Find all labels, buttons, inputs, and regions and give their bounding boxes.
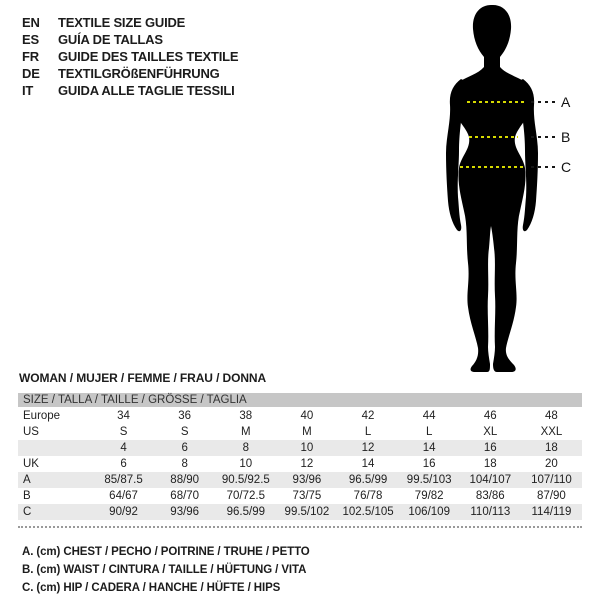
table-cell: 6	[181, 442, 188, 454]
table-cell: 36	[178, 410, 192, 422]
table-cell: 93/96	[292, 474, 322, 486]
table-cell: 12	[300, 458, 314, 470]
table-cell: 110/113	[470, 506, 511, 518]
table-cell: 107/110	[531, 474, 572, 486]
language-title: GUÍA DE TALLAS	[58, 32, 163, 47]
table-cell: M	[302, 426, 312, 438]
language-code: FR	[22, 49, 39, 64]
row-label: C	[23, 506, 32, 518]
table-cell: 83/86	[475, 490, 505, 502]
chest-label: A	[561, 94, 571, 110]
language-row-de	[22, 66, 220, 81]
table-row	[18, 488, 582, 504]
table-row	[18, 440, 582, 456]
section-title: WOMAN / MUJER / FEMME / FRAU / DONNA	[19, 371, 267, 385]
table-cell: M	[241, 426, 251, 438]
table-cell: 16	[483, 442, 497, 454]
language-code: DE	[22, 66, 40, 81]
table-row	[18, 408, 582, 424]
table-cell: 106/109	[408, 506, 450, 518]
language-row-es	[22, 32, 163, 47]
table-cell: L	[425, 426, 433, 438]
language-title: GUIDA ALLE TAGLIE TESSILI	[58, 83, 235, 98]
table-cell: 64/67	[109, 490, 138, 502]
table-cell: XL	[483, 426, 498, 438]
hip-connector-line	[531, 166, 558, 168]
table-cell: 12	[361, 442, 375, 454]
table-cell: 8	[242, 442, 250, 454]
language-code: IT	[22, 83, 34, 98]
table-cell: 76/78	[353, 490, 383, 502]
table-cell: 42	[361, 410, 375, 422]
row-label: A	[23, 474, 31, 486]
language-title: TEXTILGRÖßENFÜHRUNG	[58, 66, 220, 81]
legend-hip: C. (cm) HIP / CADERA / HANCHE / HÜFTE / HIPS	[22, 582, 281, 594]
table-cell: 87/90	[537, 490, 566, 502]
table-cell: 99.5/102	[284, 506, 330, 518]
row-label: UK	[23, 458, 39, 470]
size-table-header: SIZE / TALLA / TAILLE / GRÖSSE / TAGLIA	[18, 393, 582, 408]
language-title: TEXTILE SIZE GUIDE	[58, 15, 186, 30]
table-cell: 6	[120, 458, 127, 470]
row-label: Europe	[23, 410, 61, 422]
table-cell: 114/119	[531, 506, 572, 518]
table-cell: 90/92	[109, 506, 138, 518]
chest-connector-line	[531, 101, 558, 103]
language-code: ES	[22, 32, 39, 47]
table-cell: 48	[545, 410, 558, 422]
hip-label: C	[561, 159, 572, 175]
woman-silhouette-figure	[425, 0, 575, 380]
table-cell: 16	[422, 458, 436, 470]
table-cell: XXL	[540, 426, 563, 438]
table-cell: 14	[422, 442, 436, 454]
size-table	[18, 393, 582, 520]
table-cell: 88/90	[170, 474, 200, 486]
waist-label: B	[561, 129, 571, 145]
table-cell: L	[364, 426, 372, 438]
table-row	[18, 456, 582, 472]
table-cell: 20	[545, 458, 558, 470]
table-cell: 68/70	[170, 490, 200, 502]
table-cell: 34	[117, 410, 130, 422]
table-cell: 73/75	[292, 490, 322, 502]
table-cell: 93/96	[170, 506, 200, 518]
table-cell: 18	[545, 442, 558, 454]
table-row	[18, 424, 582, 440]
table-cell: 90.5/92.5	[221, 474, 270, 486]
table-cell: 10	[239, 458, 253, 470]
table-cell: 40	[300, 410, 314, 422]
table-cell: 38	[239, 410, 253, 422]
waist-dashed-line	[469, 136, 518, 138]
table-cell: 85/87.5	[104, 474, 143, 486]
hip-dashed-line	[460, 166, 523, 168]
table-row	[18, 472, 582, 488]
row-label	[18, 440, 93, 456]
language-row-en	[22, 15, 185, 30]
table-bottom-separator	[18, 526, 582, 528]
table-cell: 96.5/99	[226, 506, 265, 518]
size-table-body	[18, 408, 582, 520]
row-label: B	[23, 490, 31, 502]
table-cell: 10	[300, 442, 314, 454]
table-cell: 79/82	[414, 490, 444, 502]
table-cell: 104/107	[469, 474, 512, 486]
table-cell: 4	[120, 442, 127, 454]
table-cell: 14	[361, 458, 375, 470]
waist-connector-line	[531, 136, 558, 138]
table-cell: 18	[483, 458, 497, 470]
language-title: GUIDE DES TAILLES TEXTILE	[58, 49, 239, 64]
language-row-fr	[22, 49, 238, 64]
table-cell: S	[180, 426, 189, 438]
table-cell: 99.5/103	[406, 474, 452, 486]
language-code: EN	[22, 15, 40, 30]
table-cell: 102.5/105	[342, 506, 394, 518]
legend-waist: B. (cm) WAIST / CINTURA / TAILLE / HÜFTUNG / VITA	[22, 564, 307, 576]
table-cell: 70/72.5	[226, 490, 265, 502]
table-cell: 8	[181, 458, 188, 470]
legend-chest: A. (cm) CHEST / PECHO / POITRINE / TRUHE / PETTO	[22, 546, 310, 558]
table-cell: 46	[483, 410, 497, 422]
language-row-it	[22, 83, 235, 98]
row-label: US	[23, 426, 39, 438]
table-cell: 44	[422, 410, 436, 422]
table-row	[18, 504, 582, 520]
chest-dashed-line	[467, 101, 524, 103]
table-cell: 96.5/99	[348, 474, 388, 486]
table-cell: S	[119, 426, 128, 438]
woman-body-silhouette	[452, 5, 531, 372]
